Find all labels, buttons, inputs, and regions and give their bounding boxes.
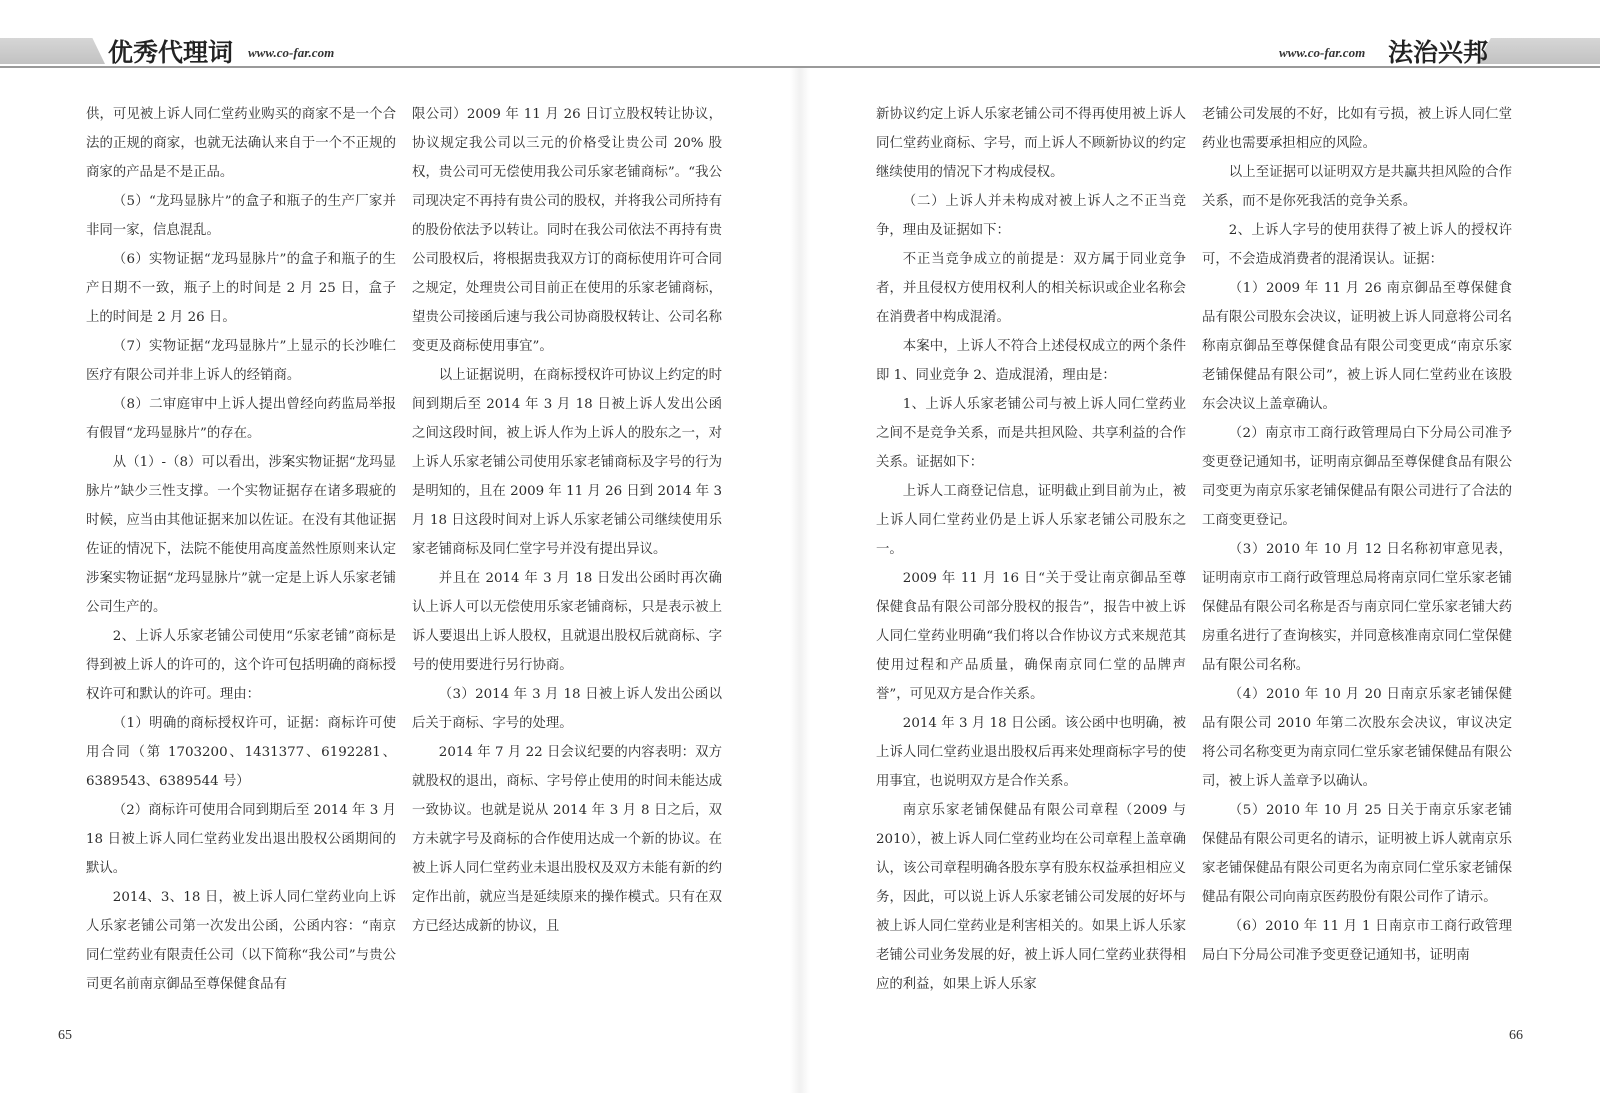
paragraph: （4）2010 年 10 月 20 日南京乐家老铺保健品有限公司 2010 年第二次股东会决议，审议决定将公司名称变更为南京同仁堂乐家老铺保健品有限公司，被上诉人盖章予以确认。: [1202, 687, 1512, 789]
paragraph: （2）商标许可使用合同到期后至 2014 年 3 月 18 日被上诉人同仁堂药业发出退出股权公函期间的默认。: [86, 803, 396, 876]
paragraph: （5）“龙玛显脉片”的盒子和瓶子的生产厂家并非同一家，信息混乱。: [86, 194, 396, 238]
paragraph: （2）南京市工商行政管理局白下分局公司准予变更登记通知书，证明南京御品至尊保健食品有限公司变更为南京乐家老铺保健品有限公司进行了合法的工商变更登记。: [1202, 426, 1512, 528]
page-gutter: [790, 68, 810, 1093]
paragraph: 2014 年 7 月 22 日会议纪要的内容表明：双方就股权的退出，商标、字号停止使用的时间未能达成一致协议。也就是说从 2014 年 3 月 8 日之后，双方未就字号及商标的合作使用达成一个新的协议。在被上诉人同仁堂药业未退出股权及双方未能有新的约定作出前，就应当是延续原来的操作模式。只有在双方已经达成新的协议，且: [412, 745, 722, 934]
paragraph: 老铺公司发展的不好，比如有亏损，被上诉人同仁堂药业也需要承担相应的风险。: [1202, 107, 1512, 151]
header-band-left: [0, 38, 105, 64]
paragraph: 2009 年 11 月 16 日“关于受让南京御品至尊保健食品有限公司部分股权的报告”，报告中被上诉人同仁堂药业明确“我们将以合作协议方式来规范其使用过程和产品质量，确保南京同仁堂的品牌声誉”，可见双方是合作关系。: [876, 571, 1186, 702]
paragraph: 新协议约定上诉人乐家老铺公司不得再使用被上诉人同仁堂药业商标、字号，而上诉人不顾新协议的约定继续使用的情况下才构成侵权。: [876, 107, 1186, 180]
paragraph: （二）上诉人并未构成对被上诉人之不正当竞争，理由及证据如下：: [876, 194, 1186, 238]
paragraph: 本案中，上诉人不符合上述侵权成立的两个条件即 1、同业竞争 2、造成混淆，理由是：: [876, 339, 1186, 383]
paragraph: 2014、3、18 日，被上诉人同仁堂药业向上诉人乐家老铺公司第一次发出公函，公函内容：“南京同仁堂药业有限责任公司（以下简称“我公司”与贵公司更名前南京御品至尊保健食品有: [86, 890, 396, 992]
paragraph: 上诉人工商登记信息，证明截止到目前为止，被上诉人同仁堂药业仍是上诉人乐家老铺公司股东之一。: [876, 484, 1186, 557]
paragraph: （1）2009 年 11 月 26 南京御品至尊保健食品有限公司股东会决议，证明被上诉人同意将公司名称南京御品至尊保健食品有限公司变更成“南京乐家老铺保健品有限公司”，被上诉人同仁堂药业在该股东会决议上盖章确认。: [1202, 281, 1512, 412]
text-column-3: [876, 100, 1186, 999]
text-column-4: [1202, 100, 1512, 970]
paragraph: 不正当竞争成立的前提是：双方属于同业竞争者，并且侵权方使用权利人的相关标识或企业名称会在消费者中构成混淆。: [876, 252, 1186, 325]
paragraph: （1）明确的商标授权许可，证据：商标许可使用合同（第 1703200、1431377、6192281、6389543、6389544 号）: [86, 716, 396, 789]
header-band-right: [1476, 38, 1600, 64]
paragraph: 并且在 2014 年 3 月 18 日发出公函时再次确认上诉人可以无偿使用乐家老铺商标，只是表示被上诉人要退出上诉人股权，且就退出股权后就商标、字号的使用要进行另行协商。: [412, 571, 722, 673]
paragraph: （7）实物证据“龙玛显脉片”上显示的长沙唯仁医疗有限公司并非上诉人的经销商。: [86, 339, 396, 383]
website-url-right: www.co-far.com: [1279, 45, 1366, 60]
paragraph: 南京乐家老铺保健品有限公司章程（2009 与 2010），被上诉人同仁堂药业均在公司章程上盖章确认，该公司章程明确各股东享有股东权益承担相应义务，因此，可以说上诉人乐家老铺公司发展的好坏与被上诉人同仁堂药业是利害相关的。如果上诉人乐家老铺公司业务发展的好，被上诉人同仁堂药业获得相应的利益，如果上诉人乐家: [876, 803, 1186, 992]
paragraph: （6）实物证据“龙玛显脉片”的盒子和瓶子的生产日期不一致，瓶子上的时间是 2 月 25 日，盒子上的时间是 2 月 26 日。: [86, 252, 396, 325]
website-url-left: www.co-far.com: [248, 45, 335, 60]
paragraph: （3）2010 年 10 月 12 日名称初审意见表，证明南京市工商行政管理总局将南京同仁堂乐家老铺保健品有限公司名称是否与南京同仁堂乐家老铺大药房重名进行了查询核实，并同意核准南京同仁堂保健品有限公司名称。: [1202, 542, 1512, 673]
paragraph: 以上证据说明，在商标授权许可协议上约定的时间到期后至 2014 年 3 月 18 日被上诉人发出公函之间这段时间，被上诉人作为上诉人的股东之一，对上诉人乐家老铺公司使用乐家老铺商标及字号的行为是明知的，且在 2009 年 11 月 26 日到 2014 年 3 月 18 日这段时间对上诉人乐家老铺公司继续使用乐家老铺商标及同仁堂字号并没有提出异议。: [412, 368, 722, 557]
paragraph: （6）2010 年 11 月 1 日南京市工商行政管理局白下分局公司准予变更登记通知书，证明南: [1202, 919, 1512, 963]
paragraph: （3）2014 年 3 月 18 日被上诉人发出公函以后关于商标、字号的处理。: [412, 687, 722, 731]
section-title-left: 优秀代理词: [108, 38, 234, 67]
paragraph: （5）2010 年 10 月 25 日关于南京乐家老铺保健品有限公司更名的请示，证明被上诉人就南京乐家老铺保健品有限公司更名为南京同仁堂乐家老铺保健品有限公司向南京医药股份有限公司作了请示。: [1202, 803, 1512, 905]
paragraph: （8）二审庭审中上诉人提出曾经向药监局举报有假冒“龙玛显脉片”的存在。: [86, 397, 396, 441]
section-title-right: 法治兴邦: [1388, 38, 1489, 67]
paragraph: 2、上诉人乐家老铺公司使用“乐家老铺”商标是得到被上诉人的许可的，这个许可包括明确的商标授权许可和默认的许可。理由：: [86, 629, 396, 702]
paragraph: 2、上诉人字号的使用获得了被上诉人的授权许可，不会造成消费者的混淆误认。证据：: [1202, 223, 1512, 267]
paragraph: 从（1）-（8）可以看出，涉案实物证据“龙玛显脉片”缺少三性支撑。一个实物证据存在诸多瑕疵的时候，应当由其他证据来加以佐证。在没有其他证据佐证的情况下，法院不能使用高度盖然性原则来认定涉案实物证据“龙玛显脉片”就一定是上诉人乐家老铺公司生产的。: [86, 455, 396, 615]
page-number-left: 65: [58, 1028, 72, 1043]
paragraph: 限公司）2009 年 11 月 26 日订立股权转让协议，协议规定我公司以三元的价格受让贵公司 20% 股权，贵公司可无偿使用我公司乐家老铺商标”。“我公司现决定不再持有贵公司的股权，并将我公司所持有的股份依法予以转让。同时在我公司依法不再持有贵公司股权后，将根据贵我双方订的商标使用许可合同之规定，处理贵公司目前正在使用的乐家老铺商标，望贵公司接函后速与我公司协商股权转让、公司名称变更及商标使用事宜”。: [412, 107, 722, 354]
paragraph: 1、上诉人乐家老铺公司与被上诉人同仁堂药业之间不是竞争关系，而是共担风险、共享利益的合作关系。证据如下：: [876, 397, 1186, 470]
page-number-right: 66: [1509, 1028, 1523, 1043]
paragraph: 以上至证据可以证明双方是共赢共担风险的合作关系，而不是你死我活的竞争关系。: [1202, 165, 1512, 209]
text-column-1: [86, 100, 396, 999]
paragraph: 供，可见被上诉人同仁堂药业购买的商家不是一个合法的正规的商家，也就无法确认来自于一个不正规的商家的产品是不是正品。: [86, 107, 396, 180]
paragraph: 2014 年 3 月 18 日公函。该公函中也明确，被上诉人同仁堂药业退出股权后再来处理商标字号的使用事宜，也说明双方是合作关系。: [876, 716, 1186, 789]
text-column-2: [412, 100, 722, 941]
